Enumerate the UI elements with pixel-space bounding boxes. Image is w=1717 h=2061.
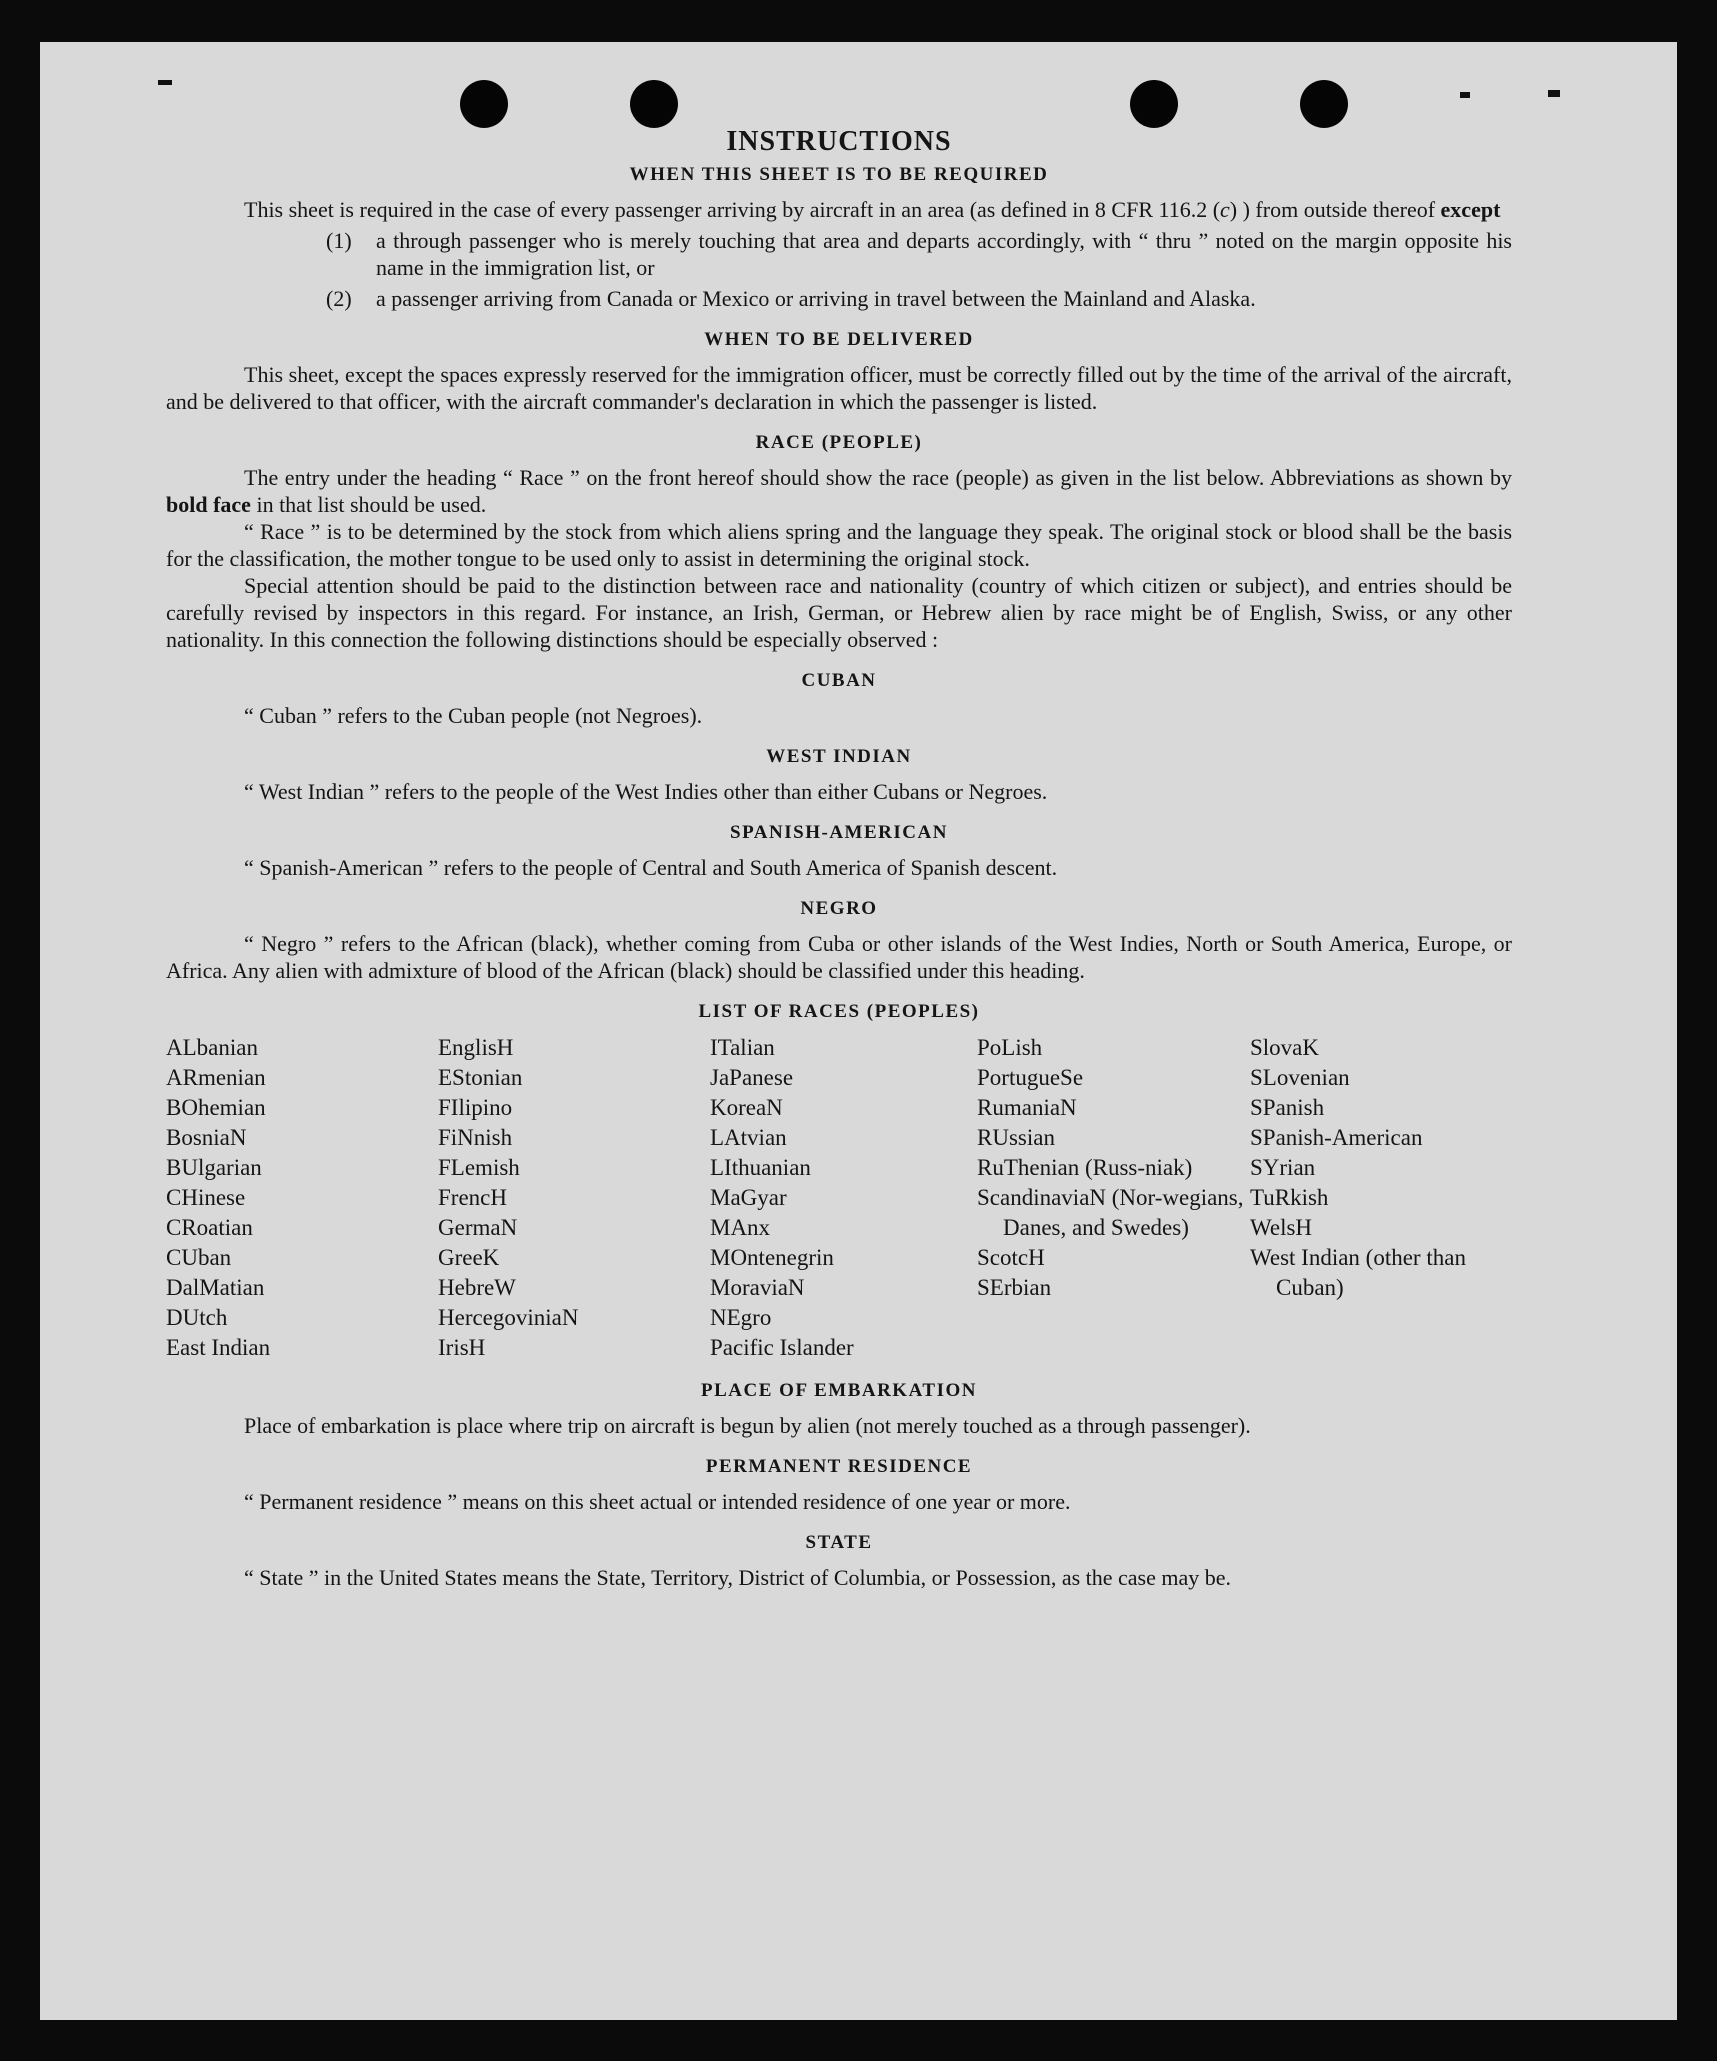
- race-paragraph-2: “ Race ” is to be determined by the stock from which aliens spring and the language they speak. The original stock or blood shall be the basis for the classification, the mother tongue to be used only to assist in determining the original stock.: [166, 519, 1512, 571]
- race-entry: West Indian (other than Cuban): [1250, 1245, 1466, 1300]
- race-entry: ScotcH: [977, 1245, 1045, 1270]
- race-entry: WelsH: [1250, 1215, 1313, 1240]
- race-entry: ScandinaviaN (Nor-wegians, Danes, and Swedes): [977, 1185, 1244, 1240]
- races-column: [977, 1033, 1250, 1363]
- exception-item: [166, 227, 1512, 281]
- race-paragraph-3: Special attention should be paid to the distinction between race and nationality (country of which citizen or subject), and entries should be carefully revised by inspectors in this regard. For instance, an Irish, German, or Hebrew alien by race might be of English, Swiss, or any other nationality. In this connection the following distinctions should be especially observed :: [166, 573, 1512, 652]
- races-column: [710, 1033, 977, 1363]
- page-title: INSTRUCTIONS: [726, 126, 952, 157]
- race-entry: ALbanian: [166, 1035, 258, 1060]
- race-entry: East Indian: [166, 1335, 271, 1360]
- race-p1-bold: bold face: [166, 492, 251, 517]
- section-heading-when-delivered: WHEN TO BE DELIVERED: [704, 329, 974, 350]
- section-heading-when-required: WHEN THIS SHEET IS TO BE REQUIRED: [629, 164, 1049, 185]
- races-column: [438, 1033, 710, 1363]
- race-p1-post: in that list should be used.: [250, 492, 487, 517]
- section-heading-state: STATE: [805, 1532, 873, 1553]
- race-entry: BosniaN: [166, 1125, 247, 1150]
- race-entry: BUlgarian: [166, 1155, 262, 1180]
- race-entry: LIthuanian: [710, 1155, 811, 1180]
- west-indian-text: “ West Indian ” refers to the people of the West Indies other than either Cubans or Negroes.: [244, 779, 1048, 804]
- race-entry: SLovenian: [1250, 1065, 1350, 1090]
- race-entry: SYrian: [1250, 1155, 1316, 1180]
- intro-except: except: [1440, 197, 1501, 222]
- race-entry: SErbian: [977, 1275, 1052, 1300]
- punch-hole: [630, 80, 678, 128]
- section-heading-place-of-embarkation: PLACE OF EMBARKATION: [701, 1380, 977, 1401]
- section-heading-negro: NEGRO: [800, 898, 878, 919]
- race-entry: FIlipino: [438, 1095, 513, 1120]
- state-text: “ State ” in the United States means the State, Territory, District of Columbia, or Possession, as the case may be.: [244, 1565, 1232, 1590]
- cuban-text: “ Cuban ” refers to the Cuban people (not Negroes).: [244, 703, 703, 728]
- race-entry: FiNnish: [438, 1125, 513, 1150]
- race-entry: JaPanese: [710, 1065, 794, 1090]
- race-entry: ITalian: [710, 1035, 775, 1060]
- section-heading-race: RACE (PEOPLE): [755, 432, 923, 453]
- race-entry: FrencH: [438, 1185, 507, 1210]
- exception-number: (1): [326, 228, 352, 253]
- race-entry: Pacific Islander: [710, 1335, 854, 1360]
- intro-cite: c: [1220, 197, 1230, 222]
- race-entry: SlovaK: [1250, 1035, 1319, 1060]
- scan-speck: [1460, 92, 1470, 98]
- race-p1-pre: The entry under the heading “ Race ” on the front hereof should show the race (people) as given in the list below. Abbreviations as shown by: [244, 465, 1512, 490]
- section-heading-list-of-races: LIST OF RACES (PEOPLES): [698, 1001, 980, 1022]
- race-entry: HercegoviniaN: [438, 1305, 579, 1330]
- section-heading-west-indian: WEST INDIAN: [766, 746, 912, 767]
- intro-text-post: ) ) from outside thereof: [1229, 197, 1441, 222]
- race-entry: CHinese: [166, 1185, 246, 1210]
- race-entry: SPanish-American: [1250, 1125, 1423, 1150]
- race-entry: RumaniaN: [977, 1095, 1077, 1120]
- exception-number: (2): [326, 286, 352, 311]
- punch-hole: [460, 80, 508, 128]
- when-required-intro: [166, 196, 1512, 223]
- race-entry: FLemish: [438, 1155, 520, 1180]
- race-entry: CRoatian: [166, 1215, 253, 1240]
- race-paragraph-1: [166, 464, 1512, 518]
- races-list: [166, 1033, 1512, 1363]
- race-entry: PortugueSe: [977, 1065, 1084, 1090]
- race-entry: EnglisH: [438, 1035, 514, 1060]
- race-entry: DalMatian: [166, 1275, 265, 1300]
- race-entry: GreeK: [438, 1245, 500, 1270]
- section-heading-permanent-residence: PERMANENT RESIDENCE: [705, 1456, 973, 1477]
- race-entry: MAnx: [710, 1215, 771, 1240]
- race-entry: MoraviaN: [710, 1275, 805, 1300]
- race-entry: CUban: [166, 1245, 232, 1270]
- race-entry: NEgro: [710, 1305, 772, 1330]
- race-entry: ARmenian: [166, 1065, 266, 1090]
- race-entry: SPanish: [1250, 1095, 1325, 1120]
- section-heading-cuban: CUBAN: [801, 670, 877, 691]
- exception-item: [166, 285, 1512, 312]
- punch-hole: [1300, 80, 1348, 128]
- place-of-embarkation-text: Place of embarkation is place where trip on aircraft is begun by alien (not merely touched as a through passenger).: [244, 1413, 1251, 1438]
- negro-text: “ Negro ” refers to the African (black), whether coming from Cuba or other islands of the West Indies, North or South America, Europe, or Africa. Any alien with admixture of blood of the African (black) should be classified under this heading.: [166, 931, 1512, 983]
- race-entry: TuRkish: [1250, 1185, 1329, 1210]
- exception-text: a passenger arriving from Canada or Mexico or arriving in travel between the Mainland and Alaska.: [376, 286, 1256, 311]
- section-heading-spanish-american: SPANISH-AMERICAN: [730, 822, 948, 843]
- race-entry: IrisH: [438, 1335, 486, 1360]
- scan-speck: [158, 80, 172, 85]
- race-entry: MaGyar: [710, 1185, 787, 1210]
- race-entry: GermaN: [438, 1215, 518, 1240]
- race-entry: RuThenian (Russ-niak): [977, 1155, 1193, 1180]
- instructions-body: [166, 128, 1512, 1591]
- race-entry: PoLish: [977, 1035, 1043, 1060]
- race-entry: MOntenegrin: [710, 1245, 834, 1270]
- race-entry: LAtvian: [710, 1125, 787, 1150]
- permanent-residence-text: “ Permanent residence ” means on this sheet actual or intended residence of one year or more.: [244, 1489, 1071, 1514]
- scan-speck: [1548, 90, 1560, 97]
- spanish-american-text: “ Spanish-American ” refers to the people of Central and South America of Spanish descent.: [244, 855, 1058, 880]
- race-entry: EStonian: [438, 1065, 523, 1090]
- races-column: [166, 1033, 438, 1363]
- race-entry: BOhemian: [166, 1095, 266, 1120]
- intro-text-pre: This sheet is required in the case of every passenger arriving by aircraft in an area (as defined in 8 CFR 116.2 (: [244, 197, 1221, 222]
- races-column: [1250, 1033, 1512, 1363]
- race-entry: KoreaN: [710, 1095, 783, 1120]
- race-entry: DUtch: [166, 1305, 228, 1330]
- race-entry: HebreW: [438, 1275, 516, 1300]
- exception-text: a through passenger who is merely touching that area and departs accordingly, with “ thru ” noted on the margin opposite his name in the immigration list, or: [376, 228, 1512, 280]
- punch-hole: [1130, 80, 1178, 128]
- race-entry: RUssian: [977, 1125, 1055, 1150]
- when-delivered-text: This sheet, except the spaces expressly reserved for the immigration officer, must be correctly filled out by the time of the arrival of the aircraft, and be delivered to that officer, with the aircraft commander's declaration in which the passenger is listed.: [166, 362, 1512, 414]
